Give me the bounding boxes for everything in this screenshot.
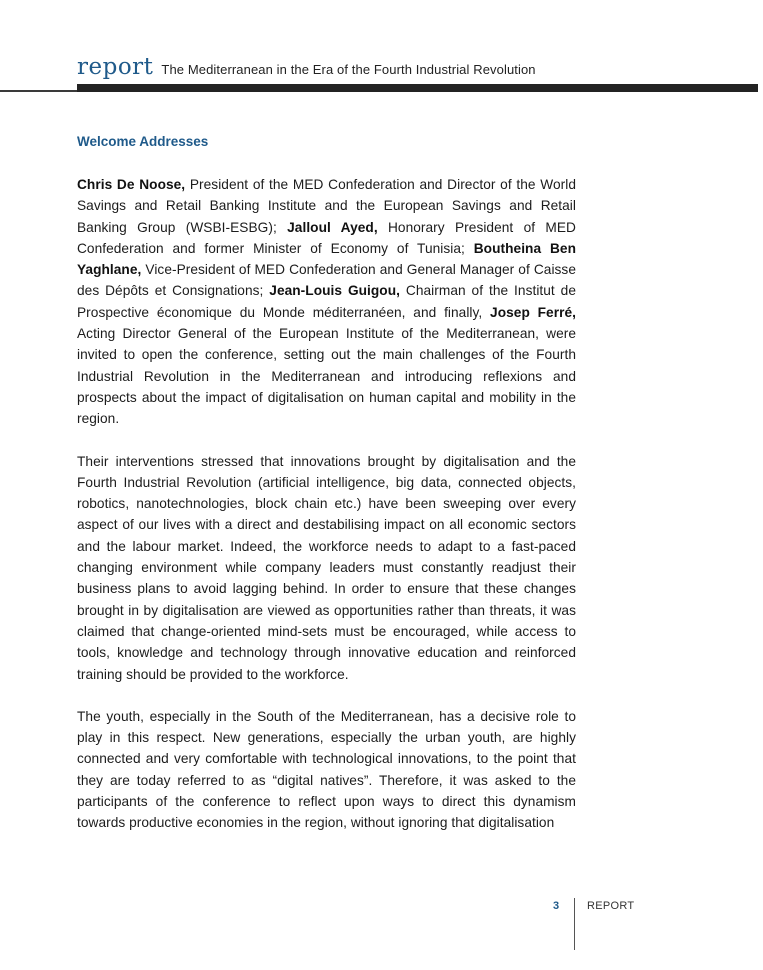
- paragraph-text: President of the MED Confederation and Director of the World Savings and Retail Banking Institute and the European Savings and Retail Banking Group (WSBI-ESBG);: [77, 177, 576, 235]
- paragraph-text: Honorary President of MED Confederation and former Minister of Economy of Tunisia;: [77, 219, 576, 256]
- paragraph-text: The youth, especially in the South of the Mediterranean, has a decisive role to play in this respect. New generations, especially the urban youth, are highly connected and very comfortable with technological innovations, to the point that they are today referred to as “digital natives”. Therefore, it was asked to the participants of the conference to reflect upon ways to direct this dynamism towards productive economies in the region, without ignoring that digitalisation: [77, 708, 576, 831]
- speaker-name: Josep Ferré,: [490, 304, 576, 320]
- paragraph-text: Acting Director General of the European Institute of the Mediterranean, were invited to open the conference, setting out the main challenges of the Fourth Industrial Revolution in the Mediterranean and introducing reflexions and prospects about the impact of digitalisation on human capital and mobility in the region.: [77, 326, 576, 427]
- header-rule-thick: [77, 84, 758, 92]
- paragraph-interventions: [77, 451, 576, 685]
- paragraph-welcome-speakers: [77, 174, 576, 430]
- publication-title: The Mediterranean in the Era of the Fourth Industrial Revolution: [161, 62, 536, 77]
- paragraph-text: Their interventions stressed that innovations brought by digitalisation and the Fourth Industrial Revolution (artificial intelligence, big data, connected objects, robotics, nanotechnologies, block chain etc.) have been sweeping over every aspect of our lives with a direct and destabilising impact on all economic sectors and the labour market. Indeed, the workforce needs to adapt to a fast-paced changing environment while company leaders must constantly readjust their business plans to avoid lagging behind. In order to ensure that these changes brought in by digitalisation are viewed as opportunities rather than threats, it was claimed that change-oriented mind-sets must be encouraged, while access to tools, knowledge and technology through innovative education and reinforced training should be provided to the workforce.: [77, 453, 576, 682]
- section-heading: Welcome Addresses: [77, 134, 209, 149]
- page-content: [77, 132, 576, 855]
- speaker-name: Jean-Louis Guigou,: [269, 283, 400, 299]
- speaker-name: Chris De Noose,: [77, 177, 186, 192]
- speaker-name: Boutheina Ben Yaghlane,: [77, 240, 576, 278]
- footer-label: REPORT: [587, 900, 635, 912]
- header-line: [77, 54, 536, 82]
- paragraph-text: Chairman of the Institut de Prospective économique du Monde méditerranéen, and finally,: [77, 283, 577, 320]
- header-rule-thin: [0, 90, 78, 92]
- speaker-name: Jalloul Ayed,: [287, 219, 378, 235]
- footer-divider: [574, 898, 575, 950]
- page-number: 3: [553, 900, 560, 912]
- report-brand-logo: report: [77, 54, 154, 80]
- paragraph-text: Vice-President of MED Confederation and General Manager of Caisse des Dépôts et Consignations;: [77, 262, 576, 299]
- page-footer: [0, 898, 763, 953]
- paragraph-youth: [77, 706, 576, 834]
